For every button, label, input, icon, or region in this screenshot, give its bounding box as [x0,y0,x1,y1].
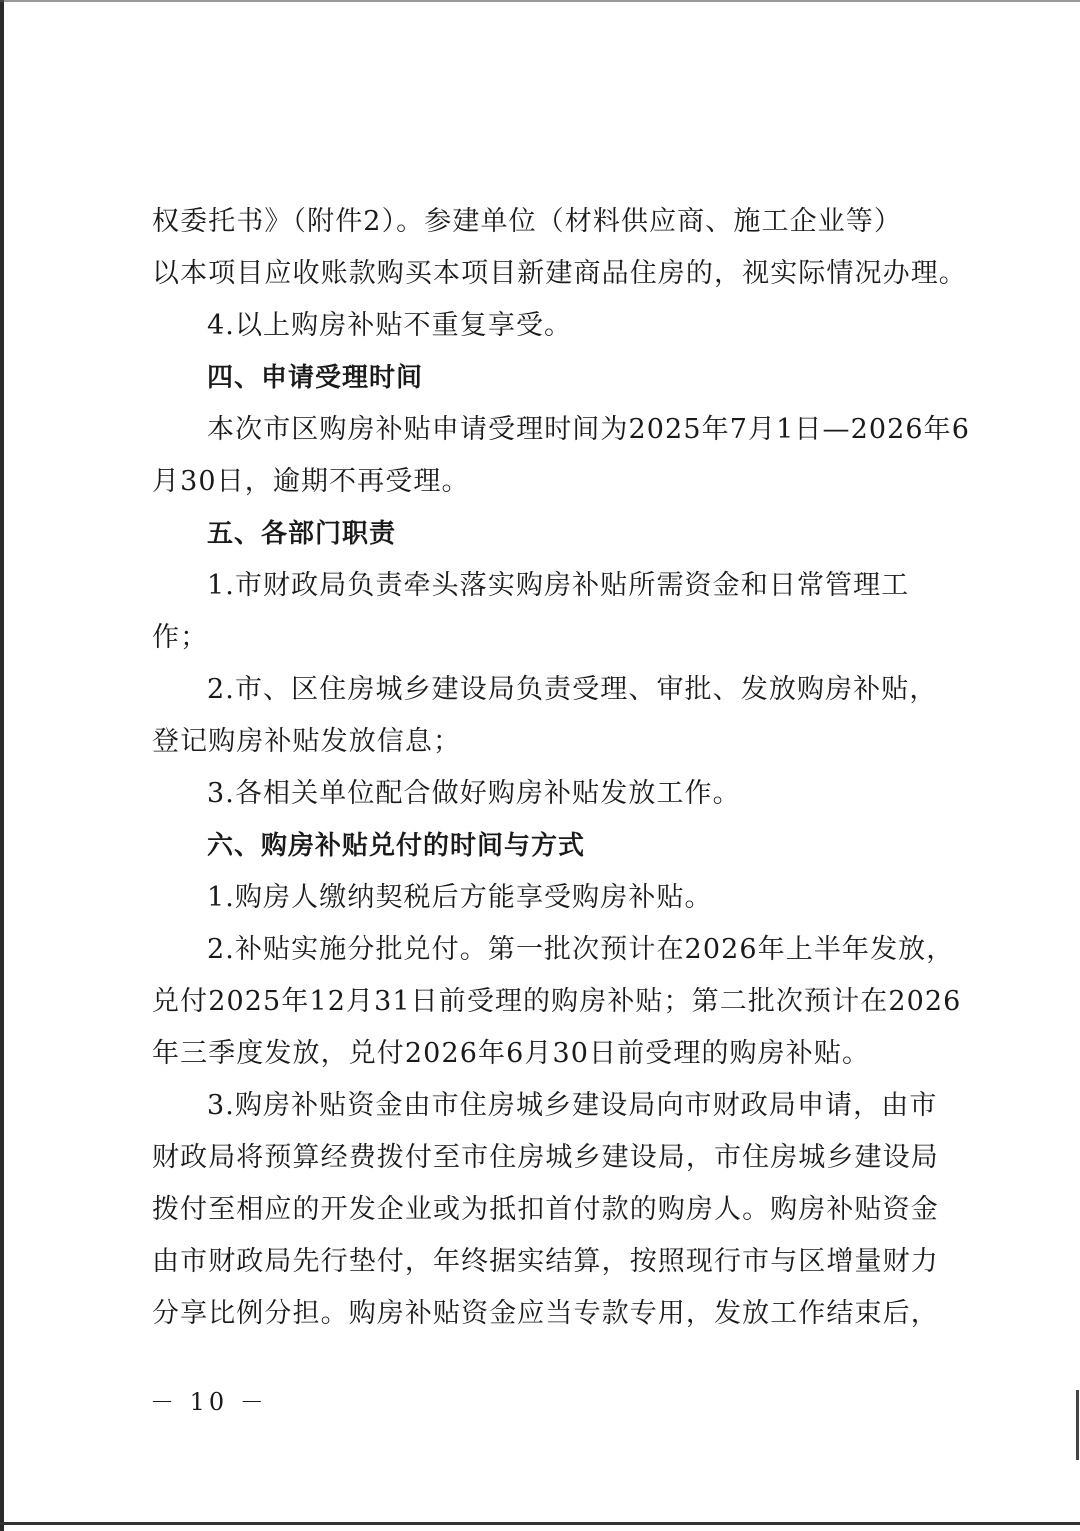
text-line: 拨付至相应的开发企业或为抵扣首付款的购房人。购房补贴资金 [152,1194,939,1225]
text-line: 以本项目应收账款购买本项目新建商品住房的，视实际情况办理。 [152,258,967,289]
scan-edge-right [1076,1390,1079,1460]
section-heading: 五、各部门职责 [207,519,397,549]
text-line: 月30日，逾期不再受理。 [152,466,470,497]
text-line: 财政局将预算经费拨付至市住房城乡建设局，市住房城乡建设局 [152,1142,939,1173]
scan-edge-left [0,0,4,1531]
text-line: 分享比例分担。购房补贴资金应当专款专用，发放工作结束后， [152,1298,939,1329]
text-line: 1.购房人缴纳契税后方能享受购房补贴。 [207,882,713,913]
text-line: 2.市、区住房城乡建设局负责受理、审批、发放购房补贴， [207,674,938,705]
scan-edge-top [0,0,1080,2]
text-line: 登记购房补贴发放信息； [152,726,462,757]
text-line: 本次市区购房补贴申请受理时间为2025年7月1日—2026年6 [207,414,971,445]
text-line: 3.购房补贴资金由市住房城乡建设局向市财政局申请，由市 [207,1090,938,1121]
text-line: 3.各相关单位配合做好购房补贴发放工作。 [207,778,741,809]
text-line: 4.以上购房补贴不重复享受。 [207,310,573,341]
section-heading: 六、购房补贴兑付的时间与方式 [207,831,586,861]
page-number: － 10 － [150,1388,268,1416]
text-line: 1.市财政局负责牵头落实购房补贴所需资金和日常管理工 [207,570,910,601]
section-heading: 四、申请受理时间 [207,363,424,393]
text-line: 作； [152,622,209,653]
document-body [152,196,971,1340]
text-line: 兑付2025年12月31日前受理的购房补贴；第二批次预计在2026 [152,986,962,1017]
text-line: 年三季度发放，兑付2026年6月30日前受理的购房补贴。 [152,1038,871,1069]
text-line: 由市财政局先行垫付，年终据实结算，按照现行市与区增量财力 [152,1246,939,1277]
scan-edge-bottom [0,1522,1080,1525]
text-line: 权委托书》（附件2）。参建单位（材料供应商、施工企业等） [152,206,902,237]
text-line: 2.补贴实施分批兑付。第一批次预计在2026年上半年发放， [207,934,955,965]
